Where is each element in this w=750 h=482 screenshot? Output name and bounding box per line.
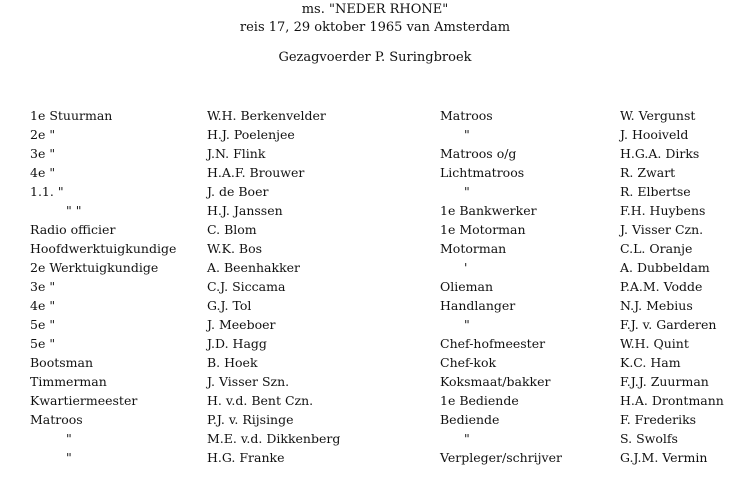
rank: Hoofdwerktuigkundige <box>30 241 177 256</box>
crew-name: J. Meeboer <box>207 317 276 332</box>
rank: " " <box>66 203 82 218</box>
rank: Motorman <box>440 241 507 256</box>
rank: Matroos o/g <box>440 146 517 161</box>
rank: 3e " <box>30 279 56 294</box>
crew-name: F.J. v. Garderen <box>620 317 717 332</box>
rank: Timmerman <box>30 374 107 389</box>
crew-name: W.H. Berkenvelder <box>207 108 326 123</box>
rank: 2e " <box>30 127 56 142</box>
rank: " <box>66 431 72 446</box>
crew-name: J. de Boer <box>207 184 269 199</box>
crew-name: P.A.M. Vodde <box>620 279 703 294</box>
rank: Matroos <box>30 412 83 427</box>
rank: " <box>464 431 470 446</box>
crew-name: H.A. Drontmann <box>620 393 724 408</box>
crew-name: F.H. Huybens <box>620 203 706 218</box>
crew-name: J. Visser Szn. <box>207 374 290 389</box>
crew-name: H.G.A. Dirks <box>620 146 700 161</box>
crew-name: P.J. v. Rijsinge <box>207 412 294 427</box>
voyage-line: reis 17, 29 oktober 1965 van Amsterdam <box>239 20 511 35</box>
rank: 1.1. " <box>30 184 64 199</box>
crew-name: C.L. Oranje <box>620 241 693 256</box>
rank: Chef-hofmeester <box>440 336 546 351</box>
rank: Handlanger <box>440 298 516 313</box>
crew-name: J. Visser Czn. <box>620 222 704 237</box>
rank: Koksmaat/bakker <box>440 374 551 389</box>
rank: 1e Bankwerker <box>440 203 537 218</box>
ship-title: ms. "NEDER RHONE" <box>301 2 449 17</box>
crew-name: J.D. Hagg <box>207 336 267 351</box>
rank: " <box>464 317 470 332</box>
rank: Kwartiermeester <box>30 393 138 408</box>
crew-name: G.J.M. Vermin <box>620 450 708 465</box>
rank: Verpleger/schrijver <box>440 450 562 465</box>
rank: Radio officier <box>30 222 116 237</box>
rank: Bootsman <box>30 355 94 370</box>
crew-name: R. Zwart <box>620 165 676 180</box>
rank: Lichtmatroos <box>440 165 525 180</box>
crew-name: G.J. Tol <box>207 298 252 313</box>
left-names-column <box>207 106 340 467</box>
rank: 1e Motorman <box>440 222 526 237</box>
crew-name: C. Blom <box>207 222 257 237</box>
crew-name: W.K. Bos <box>207 241 263 256</box>
right-ranks-column <box>440 106 562 467</box>
rank: 5e " <box>30 336 56 351</box>
crew-name: J.N. Flink <box>207 146 266 161</box>
rank: 4e " <box>30 298 56 313</box>
rank: 4e " <box>30 165 56 180</box>
crew-name: S. Swolfs <box>620 431 678 446</box>
crew-name: H.J. Poelenjee <box>207 127 295 142</box>
crew-name: W. Vergunst <box>620 108 696 123</box>
crew-name: W.H. Quint <box>620 336 689 351</box>
rank: 1e Stuurman <box>30 108 113 123</box>
rank: ' <box>464 260 468 275</box>
crew-name: A. Beenhakker <box>207 260 301 275</box>
crew-name: C.J. Siccama <box>207 279 286 294</box>
crew-name: R. Elbertse <box>620 184 691 199</box>
crew-name: A. Dubbeldam <box>620 260 710 275</box>
right-names-column <box>620 106 724 467</box>
rank: " <box>464 184 470 199</box>
crew-name: K.C. Ham <box>620 355 681 370</box>
rank: 2e Werktuigkundige <box>30 260 159 275</box>
crew-name: F. Frederiks <box>620 412 697 427</box>
crew-name: H.G. Franke <box>207 450 285 465</box>
rank: Olieman <box>440 279 493 294</box>
rank: 3e " <box>30 146 56 161</box>
crew-name: B. Hoek <box>207 355 258 370</box>
crew-name: H.A.F. Brouwer <box>207 165 305 180</box>
crew-name: H. v.d. Bent Czn. <box>207 393 314 408</box>
left-ranks-column <box>30 106 176 467</box>
rank: Chef-kok <box>440 355 497 370</box>
crew-name: F.J.J. Zuurman <box>620 374 709 389</box>
rank: 1e Bediende <box>440 393 519 408</box>
rank: 5e " <box>30 317 56 332</box>
rank: " <box>464 127 470 142</box>
rank: Matroos <box>440 108 493 123</box>
crew-name: N.J. Mebius <box>620 298 693 313</box>
captain-line: Gezagvoerder P. Suringbroek <box>278 50 472 65</box>
rank: Bediende <box>440 412 500 427</box>
crew-name: J. Hooiveld <box>620 127 689 142</box>
rank: " <box>66 450 72 465</box>
crew-name: M.E. v.d. Dikkenberg <box>207 431 341 446</box>
crew-name: H.J. Janssen <box>207 203 283 218</box>
